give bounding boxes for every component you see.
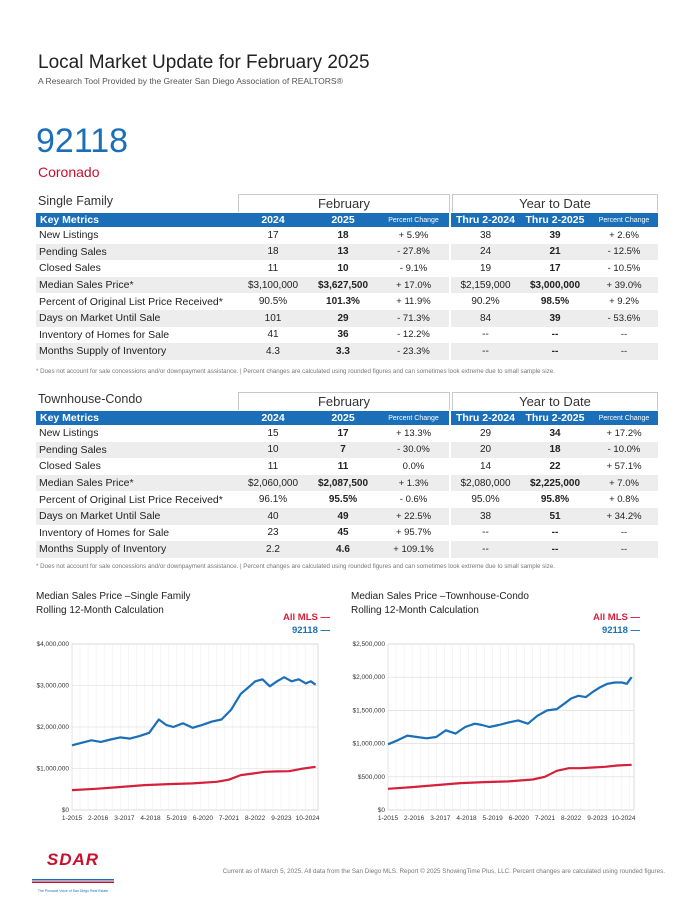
cell-pct: - 0.6% bbox=[399, 494, 428, 506]
cell-label: Days on Market Until Sale bbox=[36, 310, 238, 327]
x-tick-label: 7-2021 bbox=[534, 815, 556, 822]
x-tick-label: 6-2020 bbox=[508, 815, 529, 822]
cell-v1: $2,060,000 bbox=[238, 475, 308, 492]
cell-v2: 13 bbox=[308, 244, 378, 261]
y-tick-label: $1,000,000 bbox=[36, 765, 69, 773]
cell-pct: + 109.1% bbox=[378, 541, 450, 558]
col-header-y2: 2025 bbox=[308, 411, 378, 425]
x-tick-label: 10-2024 bbox=[611, 815, 636, 822]
cell-ypct: + 2.6% bbox=[609, 229, 639, 241]
cell-pct: - 71.3% bbox=[378, 310, 450, 327]
cell-y1: 14 bbox=[450, 458, 520, 475]
cell-v1: 11 bbox=[267, 262, 279, 274]
x-tick-label: 8-2022 bbox=[561, 815, 582, 822]
cell-y1: -- bbox=[450, 525, 520, 542]
col-header-metric: Key Metrics bbox=[36, 213, 238, 227]
legend-zip: 92118 — bbox=[601, 625, 640, 636]
cell-ypct: + 57.1% bbox=[606, 460, 642, 472]
cell-ypct: -- bbox=[620, 329, 628, 341]
cell-ypct: + 9.2% bbox=[609, 296, 639, 308]
cell-pct: - 30.0% bbox=[378, 442, 450, 459]
x-tick-label: 9-2023 bbox=[271, 815, 292, 822]
cell-v1: 41 bbox=[267, 329, 279, 341]
cell-y2: 98.5% bbox=[540, 296, 570, 308]
y-tick-label: $4,000,000 bbox=[36, 641, 69, 648]
col-header-metric: Key Metrics bbox=[36, 411, 238, 425]
footnote: * Does not account for sale concessions and/or downpayment assistance. | Percent changes are calculated using rounded figures and can sometimes look extreme due to small sample size. bbox=[36, 563, 555, 570]
table-row bbox=[36, 458, 658, 475]
cell-v2: 11 bbox=[337, 460, 349, 472]
section-title: Single Family bbox=[38, 194, 114, 208]
table-row bbox=[36, 475, 658, 492]
legend-all-mls: All MLS — bbox=[593, 612, 640, 623]
chart-subtitle: Rolling 12-Month Calculation bbox=[351, 605, 479, 616]
group-label-ytd: Year to Date bbox=[452, 392, 658, 410]
cell-y1: -- bbox=[450, 343, 520, 360]
chart-title: Median Sales Price –Single Family bbox=[36, 591, 191, 602]
cell-v1: 17 bbox=[267, 229, 279, 241]
cell-pct: - 27.8% bbox=[378, 244, 450, 261]
cell-ypct: - 10.0% bbox=[590, 442, 658, 459]
cell-v1: $3,100,000 bbox=[238, 277, 308, 294]
cell-ypct: -- bbox=[620, 527, 628, 539]
cell-ypct: + 7.0% bbox=[590, 475, 658, 492]
cell-v2: 45 bbox=[337, 527, 349, 539]
col-header-ytd1: Thru 2-2024 bbox=[450, 213, 520, 227]
table-row bbox=[36, 260, 658, 277]
cell-v2: 3.3 bbox=[308, 343, 378, 360]
table-row bbox=[36, 508, 658, 525]
cell-label: New Listings bbox=[39, 229, 99, 242]
y-tick-label: $3,000,000 bbox=[36, 682, 69, 690]
x-tick-label: 4-2018 bbox=[140, 815, 161, 822]
chart-title: Median Sales Price –Townhouse-Condo bbox=[351, 591, 529, 602]
cell-v2: 36 bbox=[337, 329, 349, 341]
footer-note: Current as of March 5, 2025. All data from the San Diego MLS. Report © 2025 ShowingTime Plus, LLC. Percent changes are calculated using rounded figures. bbox=[222, 868, 665, 875]
cell-label: Median Sales Price* bbox=[36, 475, 238, 492]
cell-v1: 4.3 bbox=[238, 343, 308, 360]
cell-pct: - 12.2% bbox=[397, 329, 430, 341]
cell-y2: -- bbox=[551, 329, 559, 341]
y-tick-label: $500,000 bbox=[357, 773, 385, 781]
y-tick-label: $1,000,000 bbox=[352, 740, 385, 748]
x-tick-label: 8-2022 bbox=[245, 815, 266, 822]
cell-pct: 0.0% bbox=[402, 460, 425, 472]
cell-ypct: - 12.5% bbox=[590, 244, 658, 261]
townhouse-condo-section bbox=[36, 392, 658, 567]
cell-ypct: + 39.0% bbox=[590, 277, 658, 294]
table-row bbox=[36, 541, 658, 558]
table-row bbox=[36, 425, 658, 442]
cell-ypct: -- bbox=[590, 541, 658, 558]
cell-pct: + 1.3% bbox=[378, 475, 450, 492]
x-tick-label: 1-2015 bbox=[61, 815, 83, 822]
x-tick-label: 6-2020 bbox=[192, 815, 213, 822]
cell-y2: 34 bbox=[549, 427, 561, 439]
y-tick-label: $2,000,000 bbox=[352, 674, 385, 682]
section-title: Townhouse-Condo bbox=[38, 392, 143, 406]
x-tick-label: 10-2024 bbox=[295, 815, 320, 822]
y-tick-label: $1,500,000 bbox=[352, 707, 385, 715]
cell-y2: 17 bbox=[549, 262, 561, 274]
cell-ypct: - 10.5% bbox=[607, 262, 641, 274]
cell-v1: 90.5% bbox=[258, 296, 288, 308]
x-tick-label: 5-2019 bbox=[166, 815, 187, 822]
col-header-y1: 2024 bbox=[238, 411, 308, 425]
cell-label: Pending Sales bbox=[36, 244, 238, 261]
group-label-month: February bbox=[238, 392, 450, 410]
report-subtitle: A Research Tool Provided by the Greater San Diego Association of REALTORS® bbox=[38, 76, 343, 86]
cell-y2: $3,000,000 bbox=[520, 277, 590, 294]
cell-y1: 84 bbox=[450, 310, 520, 327]
cell-y2: -- bbox=[520, 541, 590, 558]
table-row bbox=[36, 293, 658, 310]
cell-v1: 15 bbox=[267, 427, 279, 439]
zip-code: 92118 bbox=[36, 122, 129, 160]
logo-stripe bbox=[32, 879, 114, 883]
col-header-y1: 2024 bbox=[238, 213, 308, 227]
cell-v1: 10 bbox=[238, 442, 308, 459]
cell-y1: $2,159,000 bbox=[450, 277, 520, 294]
table-row bbox=[36, 244, 658, 261]
cell-y1: 38 bbox=[450, 227, 520, 244]
cell-ypct: -- bbox=[590, 343, 658, 360]
sdar-logo bbox=[32, 850, 114, 893]
cell-v2: $3,627,500 bbox=[308, 277, 378, 294]
cell-v1: 96.1% bbox=[258, 494, 288, 506]
table-row bbox=[36, 310, 658, 327]
table-row bbox=[36, 343, 658, 360]
cell-v2: 49 bbox=[308, 508, 378, 525]
key-metrics-table bbox=[36, 213, 658, 360]
y-tick-label: $0 bbox=[377, 807, 385, 814]
cell-label: Months Supply of Inventory bbox=[36, 343, 238, 360]
cell-pct: + 11.9% bbox=[396, 296, 431, 308]
chart-subtitle: Rolling 12-Month Calculation bbox=[36, 605, 164, 616]
cell-label: Pending Sales bbox=[36, 442, 238, 459]
cell-label: Days on Market Until Sale bbox=[36, 508, 238, 525]
cell-y1: 38 bbox=[450, 508, 520, 525]
cell-label: Median Sales Price* bbox=[36, 277, 238, 294]
cell-ypct: + 0.8% bbox=[609, 494, 639, 506]
cell-y1: 29 bbox=[450, 425, 520, 442]
report-title: Local Market Update for February 2025 bbox=[38, 52, 370, 73]
cell-v1: 40 bbox=[238, 508, 308, 525]
x-tick-label: 1-2015 bbox=[377, 815, 399, 822]
cell-y2: 51 bbox=[520, 508, 590, 525]
x-tick-label: 4-2018 bbox=[456, 815, 477, 822]
cell-label: Closed Sales bbox=[39, 262, 101, 275]
cell-v1: 101 bbox=[238, 310, 308, 327]
cell-y1: -- bbox=[450, 327, 520, 344]
cell-ypct: + 34.2% bbox=[590, 508, 658, 525]
cell-v2: 29 bbox=[308, 310, 378, 327]
y-tick-label: $2,000,000 bbox=[36, 724, 69, 731]
cell-v2: 17 bbox=[337, 427, 349, 439]
table-row bbox=[36, 277, 658, 294]
cell-y2: 21 bbox=[520, 244, 590, 261]
cell-label: Inventory of Homes for Sale bbox=[39, 328, 170, 341]
legend-zip: 92118 — bbox=[291, 625, 330, 636]
cell-y2: $2,225,000 bbox=[520, 475, 590, 492]
cell-v1: 23 bbox=[267, 527, 279, 539]
single-family-section bbox=[36, 194, 658, 369]
x-tick-label: 2-2016 bbox=[88, 815, 109, 822]
cell-v1: 11 bbox=[267, 460, 279, 472]
x-tick-label: 2-2016 bbox=[404, 815, 425, 822]
cell-v2: $2,087,500 bbox=[308, 475, 378, 492]
x-tick-label: 5-2019 bbox=[482, 815, 503, 822]
cell-label: Percent of Original List Price Received* bbox=[39, 295, 223, 308]
y-tick-label: $2,500,000 bbox=[352, 641, 385, 648]
cell-v2: 18 bbox=[337, 229, 349, 241]
cell-pct: + 5.9% bbox=[398, 229, 429, 241]
col-header-ytd2: Thru 2-2025 bbox=[520, 411, 590, 425]
cell-y1: $2,080,000 bbox=[450, 475, 520, 492]
footnote: * Does not account for sale concessions and/or downpayment assistance. | Percent changes are calculated using rounded figures and can sometimes look extreme due to small sample size. bbox=[36, 368, 555, 375]
cell-label: New Listings bbox=[39, 427, 99, 440]
cell-y2: 22 bbox=[549, 460, 561, 472]
cell-v1: 2.2 bbox=[238, 541, 308, 558]
cell-v2: 10 bbox=[337, 262, 349, 274]
cell-pct: + 17.0% bbox=[378, 277, 450, 294]
table-row bbox=[36, 525, 658, 542]
group-label-month: February bbox=[238, 194, 450, 212]
cell-y2: 18 bbox=[520, 442, 590, 459]
cell-ypct: - 53.6% bbox=[590, 310, 658, 327]
table-row bbox=[36, 227, 658, 244]
cell-label: Inventory of Homes for Sale bbox=[39, 526, 170, 539]
cell-y2: 39 bbox=[549, 229, 561, 241]
cell-v1: 18 bbox=[238, 244, 308, 261]
cell-v2: 95.5% bbox=[328, 494, 358, 506]
col-header-ytdpct: Percent Change bbox=[590, 213, 658, 227]
cell-y2: -- bbox=[520, 343, 590, 360]
group-label-ytd: Year to Date bbox=[452, 194, 658, 212]
cell-v2: 101.3% bbox=[326, 296, 360, 308]
cell-pct: - 23.3% bbox=[378, 343, 450, 360]
cell-pct: - 9.1% bbox=[399, 262, 428, 274]
table-row bbox=[36, 442, 658, 459]
cell-y1: 19 bbox=[450, 260, 520, 277]
logo-tagline: The Pinnacle Voice of San Diego Real Estate bbox=[37, 889, 109, 893]
cell-v2: 4.6 bbox=[308, 541, 378, 558]
legend-all-mls: All MLS — bbox=[283, 612, 330, 623]
table-row bbox=[36, 491, 658, 508]
tc-price-chart bbox=[0, 630, 660, 830]
area-name: Coronado bbox=[38, 164, 100, 180]
cell-y2: 39 bbox=[520, 310, 590, 327]
x-tick-label: 7-2021 bbox=[218, 815, 240, 822]
cell-ypct: + 17.2% bbox=[606, 427, 642, 439]
cell-pct: + 13.3% bbox=[395, 427, 432, 439]
cell-y1: 95.0% bbox=[450, 491, 520, 508]
table-row bbox=[36, 327, 658, 344]
cell-pct: + 95.7% bbox=[395, 527, 432, 539]
cell-y2: -- bbox=[551, 527, 559, 539]
col-header-ytdpct: Percent Change bbox=[590, 411, 658, 425]
cell-y1: 20 bbox=[450, 442, 520, 459]
cell-label: Closed Sales bbox=[39, 460, 101, 473]
logo-wordmark: SDAR bbox=[46, 850, 100, 869]
cell-label: Percent of Original List Price Received* bbox=[39, 493, 223, 506]
col-header-ytd2: Thru 2-2025 bbox=[520, 213, 590, 227]
y-tick-label: $0 bbox=[61, 807, 69, 814]
cell-v2: 7 bbox=[308, 442, 378, 459]
cell-y1: 90.2% bbox=[450, 293, 520, 310]
col-header-y2: 2025 bbox=[308, 213, 378, 227]
cell-label: Months Supply of Inventory bbox=[36, 541, 238, 558]
cell-y2: 95.8% bbox=[540, 494, 570, 506]
col-header-pct: Percent Change bbox=[378, 411, 450, 425]
key-metrics-table bbox=[36, 411, 658, 558]
x-tick-label: 3-2017 bbox=[114, 815, 135, 822]
col-header-pct: Percent Change bbox=[378, 213, 450, 227]
x-tick-label: 3-2017 bbox=[430, 815, 451, 822]
cell-pct: + 22.5% bbox=[378, 508, 450, 525]
x-tick-label: 9-2023 bbox=[587, 815, 608, 822]
cell-y1: -- bbox=[450, 541, 520, 558]
col-header-ytd1: Thru 2-2024 bbox=[450, 411, 520, 425]
cell-y1: 24 bbox=[450, 244, 520, 261]
